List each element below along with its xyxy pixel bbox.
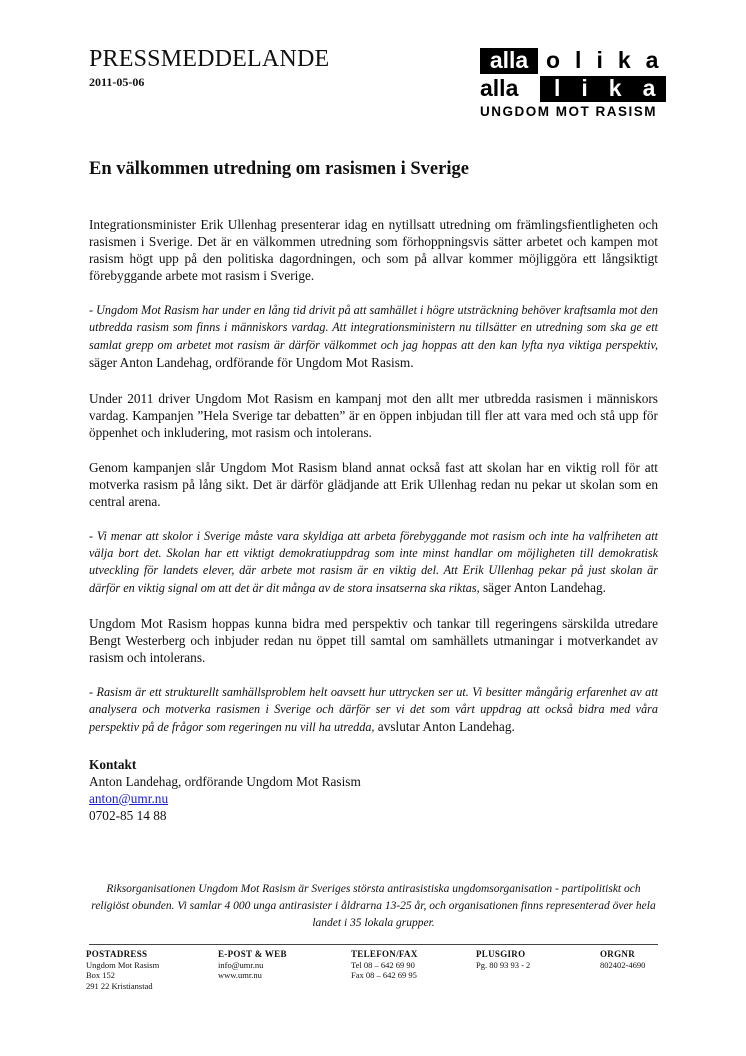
footer-phone-heading: TELEFON/FAX <box>351 949 418 959</box>
logo-row-1 <box>480 47 674 74</box>
footer-postal-line: 291 22 Kristianstad <box>86 980 153 991</box>
footer-phone-fax <box>351 949 418 981</box>
contact-email-link[interactable]: anton@umr.nu <box>89 791 169 806</box>
contact-heading: Kontakt <box>89 757 137 772</box>
footer-divider <box>89 944 658 945</box>
footer-orgnr-number: 802402-4690 <box>600 959 646 970</box>
logo-word-olika: olika <box>546 47 674 73</box>
paragraph-campaign: Under 2011 driver Ungdom Mot Rasism en kampanj mot den allt mer utbredda rasismen i människors vardag. Kampanjen ”Hela Sverige tar debatten” är en öppen inbjudan till fler att vara med och stå upp för öppenhet och inkludering, mot rasism och intolerans. <box>89 391 658 440</box>
footer-postal-line: Box 152 <box>86 970 116 980</box>
quote-3 <box>89 684 658 736</box>
footer-postal-heading: POSTADRESS <box>86 949 148 959</box>
paragraph-school: Genom kampanjen slår Ungdom Mot Rasism bland annat också fast att skolan har en viktig roll för att motverka rasism på lång sikt. Det är därför glädjande att Erik Ullenhag redan nu pekar ut skolan som en central arena. <box>89 460 658 509</box>
footer-email-heading: E-POST & WEB <box>218 949 287 959</box>
footer-website: www.umr.nu <box>218 970 262 980</box>
footer-postal-line: Ungdom Mot Rasism <box>86 959 160 970</box>
quote-3-text: - Rasism är ett strukturellt samhällsproblem helt oavsett hur uttrycken ser ut. Vi besitter mångårig erfarenhet av att analysera och motverka rasismen i Sverige och därför ser vi det som vårt uppdrag att också bidra med våra perspektiv på de frågor som regeringen nu vill ha utredda, <box>89 685 658 734</box>
contact-phone: 0702-85 14 88 <box>89 808 167 823</box>
press-release-body <box>89 216 658 754</box>
organization-blurb: Riksorganisationen Ungdom Mot Rasism är Sveriges största antirasistiska ungdomsorganisation - partipolitiskt och religiöst obunden. Vi samlar 4 000 unga antirasister i åldrarna 13-25 år, och organisationen finns representerad över hela landet i 35 lokala grupper. <box>91 883 656 929</box>
footer-email: info@umr.nu <box>218 959 264 970</box>
logo-row-2 <box>480 75 677 102</box>
logo-word-alla-1: alla <box>480 48 538 74</box>
document-type: PRESSMEDDELANDE <box>89 46 330 72</box>
logo-tagline: UNGDOM MOT RASISM <box>480 104 657 119</box>
document-date: 2011-05-06 <box>89 75 145 89</box>
quote-2 <box>89 528 658 597</box>
footer-plusgiro <box>476 949 530 970</box>
footer-postal-address <box>86 949 159 991</box>
quote-2-attribution: säger Anton Landehag. <box>479 580 606 595</box>
quote-2-text: - Vi menar att skolor i Sverige måste vara skyldiga att arbeta förebyggande mot rasism och inte ha valfriheten att välja bort det. Skolan har ett viktigt demokratiuppdrag som inte minst handlar om möjligheten till demokratisk utveckling för landets elever, där arbete mot rasism är en viktig del. Att Erik Ullenhag pekar på just skolan är därför en viktig signal om att det är dit många av de stora insatserna ska riktas, <box>89 529 658 595</box>
quote-1-text: - Ungdom Mot Rasism har under en lång tid drivit på att samhället i högre utsträckning behöver kraftsamla mot den utbredda rasism som finns i människors vardag. Att integrationsministern nu tillsätter en utredning som ska ge ett samlat grepp om arbetet mot rasism är därför välkommet och jag hoppas att den kan lyfta nya viktiga perspektiv, <box>89 303 658 352</box>
footer-fax: Fax 08 – 642 69 95 <box>351 970 417 980</box>
footer-orgnr-heading: ORGNR <box>600 949 635 959</box>
paragraph-invitation: Ungdom Mot Rasism hoppas kunna bidra med perspektiv och tankar till regeringens särskilda utredare Bengt Westerberg och inbjuder redan nu öppet till samtal om samhällets utmaningar i motverkandet av rasism och intolerans. <box>89 616 658 665</box>
paragraph-intro: Integrationsminister Erik Ullenhag presenterar idag en nytillsatt utredning om främlingsfientligheten och rasismen i Sverige. Det är en välkommen utredning som förhoppningsvis sätter arbetet och kampen mot rasism högt upp på den politiska dagordningen, och som på allvar kommer möjliggöra ett långsiktigt förebyggande arbete mot rasism i Sverige. <box>89 217 658 283</box>
headline: En välkommen utredning om rasismen i Sverige <box>89 159 469 179</box>
contact-name: Anton Landehag, ordförande Ungdom Mot Rasism <box>89 774 361 789</box>
footer-plusgiro-heading: PLUSGIRO <box>476 949 526 959</box>
quote-1-attribution: säger Anton Landehag, ordförande för Ungdom Mot Rasism. <box>89 355 414 370</box>
footer-phone: Tel 08 – 642 69 90 <box>351 959 415 970</box>
contact-block <box>89 756 361 824</box>
logo-word-lika: lika <box>540 76 666 102</box>
logo-word-alla-2: alla <box>480 75 519 101</box>
organization-logo <box>480 47 677 119</box>
footer-plusgiro-number: Pg. 80 93 93 - 2 <box>476 959 531 970</box>
footer-orgnr <box>600 949 645 970</box>
quote-3-attribution: avslutar Anton Landehag. <box>374 719 515 734</box>
footer-email-web <box>218 949 287 981</box>
quote-1 <box>89 302 658 372</box>
